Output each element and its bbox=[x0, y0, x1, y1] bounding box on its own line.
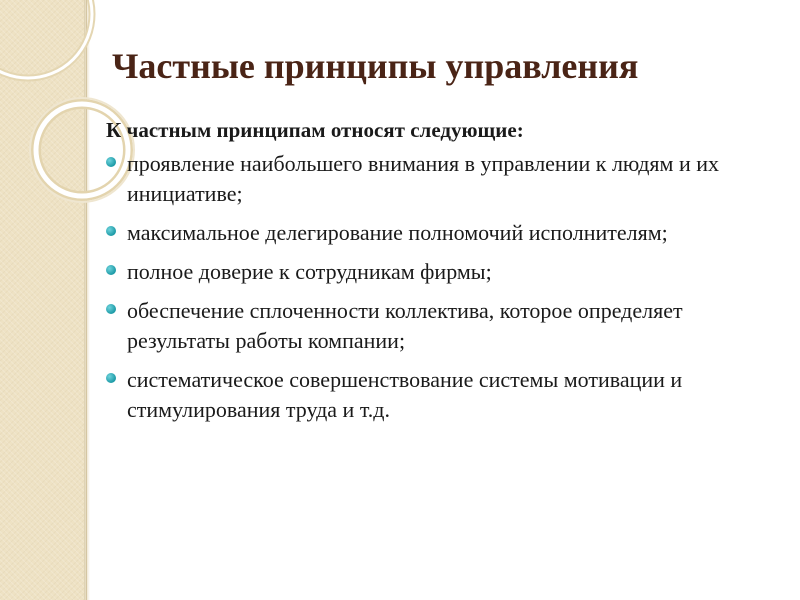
list-item bbox=[104, 257, 744, 287]
bullet-icon bbox=[106, 265, 116, 275]
slide-content bbox=[104, 115, 744, 434]
list-item bbox=[104, 149, 744, 209]
side-panel-edge bbox=[84, 0, 90, 600]
list-item-text: проявление наибольшего внимания в управлении к людям и их инициативе; bbox=[127, 151, 720, 206]
list-item-text: максимальное делегирование полномочий исполнителям; bbox=[127, 220, 668, 245]
bullet-icon bbox=[106, 373, 116, 383]
list-item bbox=[104, 296, 744, 356]
list-item-text: систематическое совершенствование системы мотивации и стимулирования труда и т.д. bbox=[127, 367, 683, 422]
bullet-list bbox=[104, 149, 744, 425]
list-item-text: полное доверие к сотрудникам фирмы; bbox=[127, 259, 492, 284]
intro-text: К частным принципам относят следующие: bbox=[106, 118, 524, 142]
side-panel-divider bbox=[86, 0, 87, 600]
side-panel bbox=[0, 0, 84, 600]
bullet-icon bbox=[106, 226, 116, 236]
bullet-icon bbox=[106, 304, 116, 314]
list-item bbox=[104, 365, 744, 425]
list-item-text: обеспечение сплоченности коллектива, которое определяет результаты работы компании; bbox=[127, 298, 683, 353]
list-item bbox=[104, 218, 744, 248]
slide-title: Частные принципы управления bbox=[112, 46, 639, 86]
bullet-icon bbox=[106, 157, 116, 167]
